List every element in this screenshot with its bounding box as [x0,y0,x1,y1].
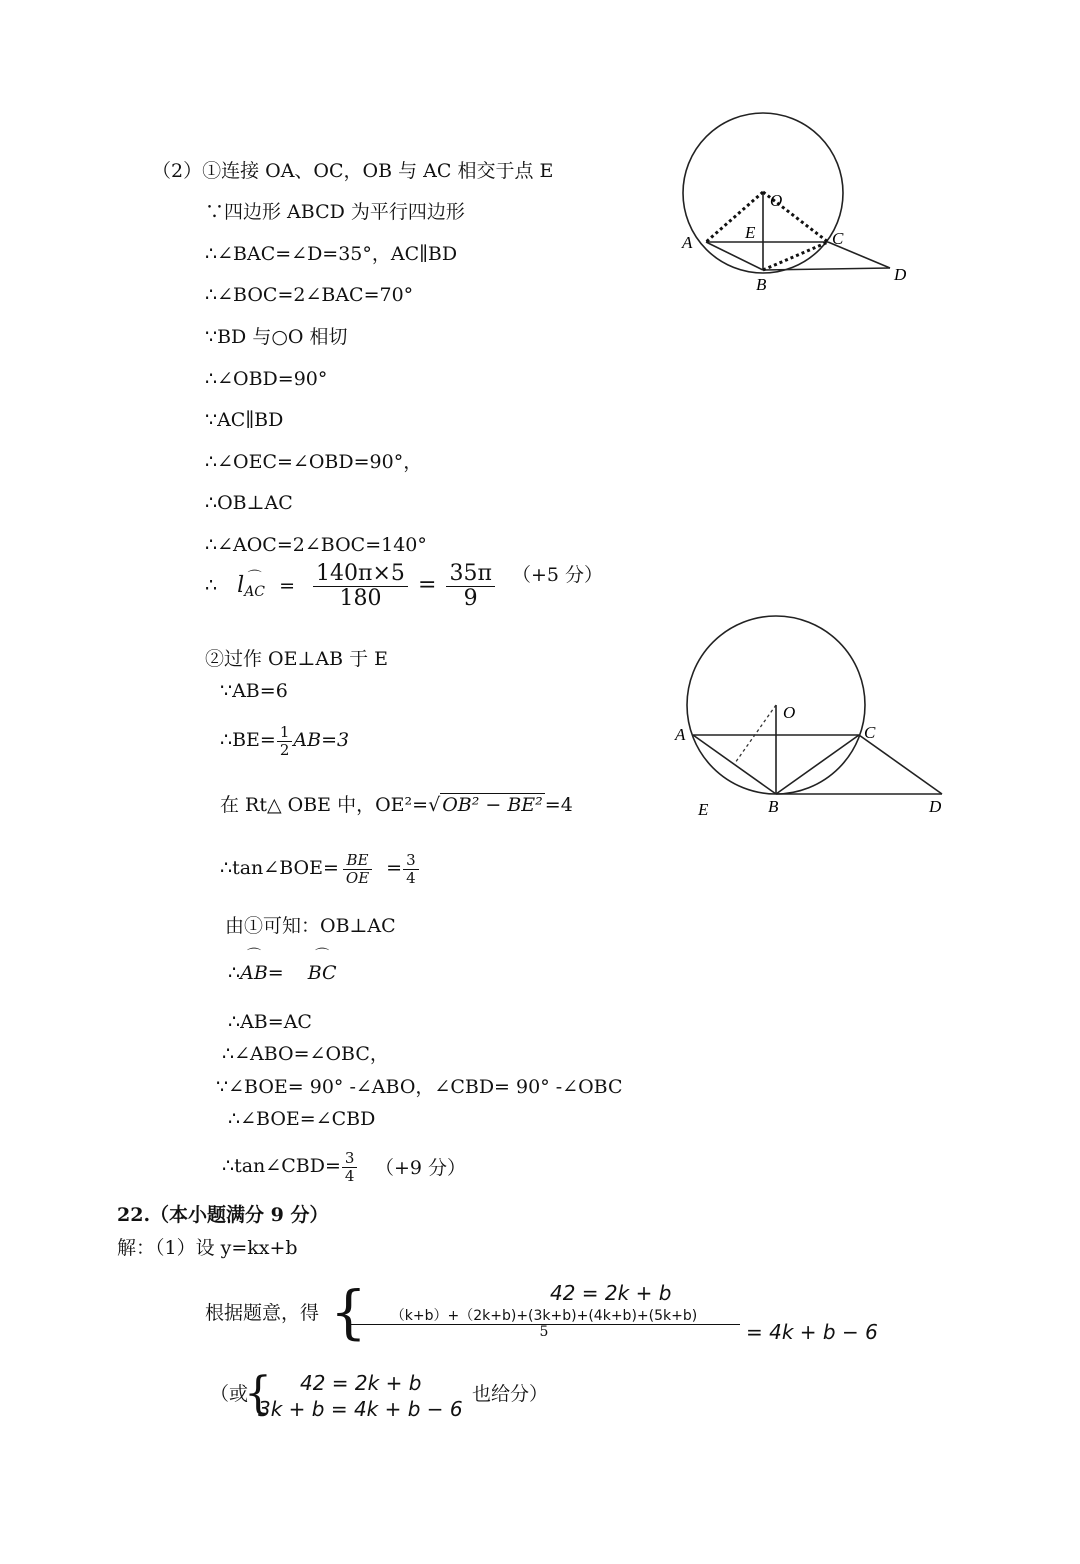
q22-system-label: 根据题意，得 [205,1302,320,1324]
proof2-step-10: ∴∠BOE=∠CBD [228,1108,376,1130]
final-fraction-num: 3 [344,1149,355,1167]
q22-alt-brace: { [244,1368,272,1419]
final-prefix: ∴tan∠CBD= [222,1155,341,1177]
q22-solve-line: 解：（1）设 y=kx+b [117,1237,298,1259]
fig2-label-D: D [929,797,942,816]
proof2-step-9: ∵∠BOE= 90° -∠ABO，∠CBD= 90° -∠OBC [216,1076,623,1098]
q22-alt-close: 也给分） [472,1383,549,1405]
proof2-step-1: ∵AB=6 [220,680,288,702]
fig1-label-B: B [756,275,767,294]
tan-fraction-2-num: 3 [406,851,416,869]
arc-fraction-1 [313,562,408,611]
fig2-label-E: E [698,800,709,819]
proof2-arc-equality [228,962,337,985]
fig1-label-A: A [682,233,693,252]
arc-fraction-2-den: 9 [446,586,494,611]
fig2-segment-CB [776,735,859,794]
proof2-step-7: ∴AB=AC [228,1011,312,1033]
sqrt-sign: √ [428,794,441,816]
tan-fraction-1 [343,852,372,886]
proof1-step-1: ∵四边形 ABCD 为平行四边形 [205,201,465,223]
fig2-segment-CD [859,735,942,794]
tan-fraction-1-num: BE [346,851,369,869]
figure-1-circle-diagram [670,100,930,300]
proof2-step-8: ∴∠ABO=∠OBC， [222,1043,389,1065]
proof1-step-5: ∴∠OBD=90° [205,368,328,390]
arc-equals: = [279,574,295,597]
rt-prefix: 在 Rt△ OBE 中，OE²= [220,794,429,816]
arc-AB: ⌒ AB [240,962,268,985]
fig1-segment-BD [763,268,890,270]
rt-suffix: =4 [544,794,573,816]
fig1-label-D: D [894,265,907,284]
proof2-rt-equation [220,794,573,817]
arc-fraction-1-num: 140π×5 [316,561,405,586]
be-fraction-num: 1 [279,723,290,741]
fig1-label-O: O [770,191,783,210]
q22-system-rhs: = 4k + b − 6 [746,1320,878,1344]
tan-equals: = [386,857,403,879]
q22-average-fraction [348,1309,740,1341]
arc-fraction-2 [446,562,494,611]
proof2-step-5: 由①可知：OB⊥AC [225,915,396,937]
proof1-heading: （2）①连接 OA、OC，OB 与 AC 相交于点 E [152,160,554,182]
arc-subscript: ⌒ $_{AC}$ [244,584,265,601]
arc-eq-prefix: ∴ [228,962,241,984]
figure-2-circle-diagram [670,610,960,825]
proof2-tan-equation [220,852,420,886]
final-fraction-den: 4 [342,1167,358,1185]
tan-prefix: ∴tan∠BOE= [220,857,339,879]
q22-average-num: （k+b）+（2k+b)+(3k+b)+(4k+b)+(5k+b) [390,1308,698,1324]
proof2-final-equation [222,1150,358,1184]
arc-eq-sign: = [267,962,284,984]
proof1-step-9: ∴∠AOC=2∠BOC=140° [205,534,427,556]
q22-system-eq2 [348,1309,740,1341]
arc-BC: ⌒ BC [308,962,337,985]
proof1-step-8: ∴OB⊥AC [205,492,293,514]
tan-fraction-2-den: 4 [403,869,419,887]
proof2-be-equation [220,724,349,758]
be-prefix: ∴BE= [220,729,276,751]
fig2-label-B: B [768,797,779,816]
be-suffix: AB=3 [293,729,350,751]
arc-equals-2: = [417,572,437,598]
arc-prefix: ∴ [205,574,218,597]
tan-fraction-1-den: OE [343,869,372,887]
q22-average-den: 5 [348,1324,740,1340]
proof1-step-6: ∵AC∥BD [205,409,284,431]
fig2-dashed-OE [735,705,776,763]
be-fraction [277,724,293,758]
q22-alt-eq2: 3k + b = 4k + b − 6 [258,1397,463,1421]
arc-fraction-1-den: 180 [313,586,408,611]
rt-sqrt-content: OB² − BE² [442,794,543,816]
q22-alt-open: （或 [210,1383,249,1405]
score-5: （+5 分） [512,564,604,586]
proof2-heading: ②过作 OE⊥AB 于 E [205,648,388,670]
q22-alt-eq1: 42 = 2k + b [300,1371,422,1395]
tan-fraction-2 [403,852,419,886]
arc-length-formula [205,562,499,611]
proof1-step-3: ∴∠BOC=2∠BAC=70° [205,284,414,306]
be-fraction-den: 2 [277,741,293,759]
fig2-label-O: O [783,703,796,722]
score-9: （+9 分） [375,1157,467,1179]
q22-title: 22.（本小题满分 9 分） [117,1204,329,1226]
fig1-label-C: C [832,229,844,248]
q22-system-brace: { [330,1278,367,1346]
q22-system-eq1: 42 = 2k + b [550,1281,672,1305]
arc-l-symbol: l [237,572,245,598]
fig2-label-A: A [675,725,686,744]
proof1-step-4: ∵BD 与○O 相切 [205,326,348,348]
fig1-label-E: E [745,223,756,242]
fig2-label-C: C [864,723,876,742]
arc-fraction-2-num: 35π [449,561,492,586]
proof1-step-7: ∴∠OEC=∠OBD=90°， [205,451,423,473]
final-fraction [342,1150,358,1184]
fig2-segment-AB [693,735,776,794]
proof1-step-2: ∴∠BAC=∠D=35°，AC∥BD [205,243,458,265]
